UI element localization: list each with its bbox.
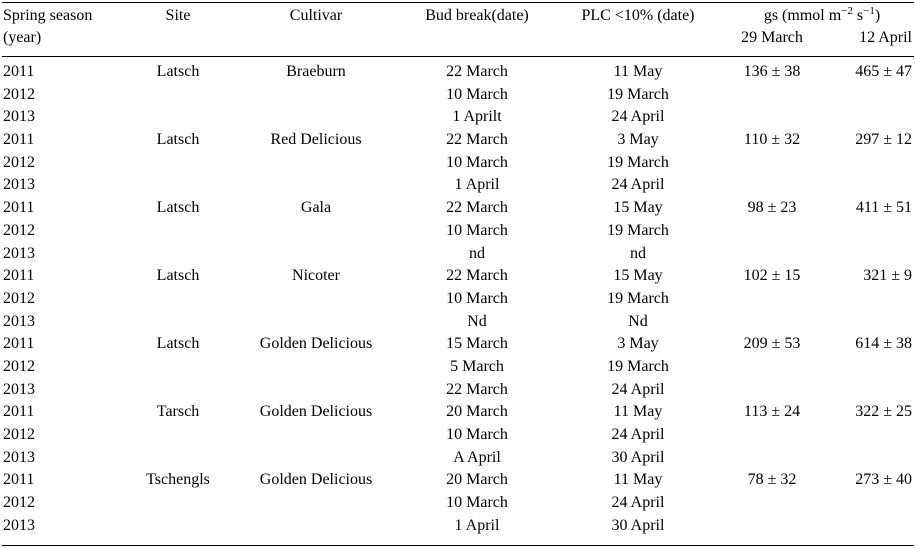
cell-plc: 24 April xyxy=(611,176,665,194)
cell-plc: nd xyxy=(630,244,646,262)
cell-cultivar: Nicoter xyxy=(292,267,340,285)
cell-year: 2013 xyxy=(3,176,35,194)
cell-year: 2011 xyxy=(3,131,35,149)
cell-plc: 3 May xyxy=(617,131,659,149)
cell-gs-29-march: 102 ± 15 xyxy=(743,267,801,285)
cell-year: 2011 xyxy=(3,267,35,285)
cell-plc: 11 May xyxy=(613,403,663,421)
cell-bud-break: 1 Aprilt xyxy=(452,108,502,126)
header-gs-12-april: 12 April xyxy=(859,29,912,46)
cell-plc: 15 May xyxy=(613,199,663,217)
cell-cultivar: Gala xyxy=(300,199,332,217)
cell-year: 2013 xyxy=(3,312,35,330)
cell-bud-break: 22 March xyxy=(446,380,508,398)
table-row xyxy=(0,85,916,108)
cell-bud-break: 10 March xyxy=(446,85,508,103)
cell-gs-29-march: 113 ± 24 xyxy=(743,403,801,421)
cell-year: 2013 xyxy=(3,448,35,466)
table-row xyxy=(0,334,916,357)
cell-bud-break: 22 March xyxy=(446,267,508,285)
cell-site: Tarsch xyxy=(156,403,200,421)
table-row xyxy=(0,62,916,85)
table-row xyxy=(0,221,916,244)
bottom-rule xyxy=(2,545,914,546)
cell-site: Latsch xyxy=(156,131,200,149)
cell-year: 2011 xyxy=(3,199,35,217)
cell-year: 2013 xyxy=(3,108,35,126)
cell-plc: 24 April xyxy=(611,108,665,126)
cell-bud-break: 10 March xyxy=(446,153,508,171)
cell-gs-29-march: 209 ± 53 xyxy=(743,335,801,353)
table-row xyxy=(0,425,916,448)
cell-gs-12-april: 322 ± 25 xyxy=(855,403,912,421)
cell-year: 2011 xyxy=(3,403,35,421)
cell-bud-break: nd xyxy=(469,244,485,262)
cell-plc: 11 May xyxy=(613,471,663,489)
cell-gs-12-april: 411 ± 51 xyxy=(855,199,912,217)
cell-plc: 24 April xyxy=(611,494,665,512)
table-row xyxy=(0,266,916,289)
cell-plc: 3 May xyxy=(617,335,659,353)
cell-year: 2013 xyxy=(3,380,35,398)
cell-gs-12-april: 297 ± 12 xyxy=(855,131,912,149)
cell-bud-break: 22 March xyxy=(446,63,508,80)
cell-bud-break: 10 March xyxy=(446,221,508,239)
cell-bud-break: 10 March xyxy=(446,494,508,512)
cell-year: 2011 xyxy=(3,335,35,353)
header-gs-29-march: 29 March xyxy=(741,29,803,46)
cell-site: Latsch xyxy=(156,267,200,285)
cell-year: 2012 xyxy=(3,357,35,375)
cell-plc: 19 March xyxy=(607,289,669,307)
table-row xyxy=(0,107,916,130)
cell-site: Latsch xyxy=(156,63,200,80)
cell-cultivar: Golden Delicious xyxy=(259,403,373,421)
cell-year: 2012 xyxy=(3,426,35,443)
cell-plc: 30 April xyxy=(611,448,665,466)
cell-plc: Nd xyxy=(628,312,648,330)
cell-year: 2012 xyxy=(3,153,35,171)
table-row xyxy=(0,402,916,425)
cell-cultivar: Red Delicious xyxy=(270,131,362,149)
cell-year: 2011 xyxy=(3,471,35,489)
header-spring-season-year: (year) xyxy=(3,29,42,46)
header-gs: gs (mmol $m^{-2}$ $s^{-1}$) xyxy=(763,5,881,24)
header-plc: PLC <10% (date) xyxy=(581,7,695,24)
cell-plc: 11 May xyxy=(613,63,663,80)
table-row xyxy=(0,312,916,335)
cell-gs-29-march: 136 ± 38 xyxy=(743,63,801,80)
cell-year: 2012 xyxy=(3,85,35,103)
header-site: Site xyxy=(165,7,191,24)
cell-gs-12-april: 321 ± 9 xyxy=(863,267,912,285)
cell-cultivar: Braeburn xyxy=(286,63,346,80)
cell-bud-break: Nd xyxy=(467,312,487,330)
cell-gs-12-april: 465 ± 47 xyxy=(855,63,912,80)
cell-gs-29-march: 78 ± 32 xyxy=(747,471,797,489)
cell-year: 2012 xyxy=(3,494,35,512)
cell-plc: 30 April xyxy=(611,516,665,534)
cell-year: 2012 xyxy=(3,289,35,307)
table-body xyxy=(0,62,916,538)
cell-gs-29-march: 110 ± 32 xyxy=(743,131,801,149)
cell-cultivar: Golden Delicious xyxy=(259,335,373,353)
cell-bud-break: 20 March xyxy=(446,403,508,421)
cell-bud-break: 22 March xyxy=(446,199,508,217)
cell-bud-break: A April xyxy=(453,448,501,466)
cell-plc: 24 April xyxy=(611,426,665,443)
cell-year: 2013 xyxy=(3,244,35,262)
cell-bud-break: 10 March xyxy=(446,426,508,443)
cell-plc: 19 March xyxy=(607,85,669,103)
cell-gs-12-april: 614 ± 38 xyxy=(855,335,912,353)
header-rule xyxy=(2,56,914,57)
table-row xyxy=(0,448,916,471)
cell-plc: 19 March xyxy=(607,153,669,171)
cell-bud-break: 1 April xyxy=(454,176,500,194)
cell-plc: 19 March xyxy=(607,357,669,375)
table-row xyxy=(0,244,916,267)
cell-year: 2012 xyxy=(3,221,35,239)
table-row xyxy=(0,198,916,221)
cell-bud-break: 20 March xyxy=(446,471,508,489)
header-spring-season: Spring season xyxy=(3,7,93,24)
cell-site: Latsch xyxy=(156,199,200,217)
cell-gs-12-april: 273 ± 40 xyxy=(855,471,912,489)
top-rule xyxy=(2,2,914,3)
table-row xyxy=(0,289,916,312)
table-row xyxy=(0,380,916,403)
cell-bud-break: 5 March xyxy=(450,357,504,375)
cell-cultivar: Golden Delicious xyxy=(259,471,373,489)
header-cultivar: Cultivar xyxy=(289,7,343,24)
table-row xyxy=(0,175,916,198)
table-row xyxy=(0,130,916,153)
cell-plc: 24 April xyxy=(611,380,665,398)
table-row xyxy=(0,153,916,176)
cell-bud-break: 15 March xyxy=(446,335,508,353)
cell-gs-29-march: 98 ± 23 xyxy=(747,199,797,217)
cell-bud-break: 1 April xyxy=(454,516,500,534)
table-row xyxy=(0,516,916,539)
table-row xyxy=(0,493,916,516)
cell-bud-break: 10 March xyxy=(446,289,508,307)
table-row xyxy=(0,357,916,380)
cell-bud-break: 22 March xyxy=(446,131,508,149)
cell-site: Tschengls xyxy=(146,471,210,489)
cell-plc: 19 March xyxy=(607,221,669,239)
table-row xyxy=(0,470,916,493)
cell-site: Latsch xyxy=(156,335,200,353)
cell-year: 2011 xyxy=(3,63,35,80)
cell-plc: 15 May xyxy=(613,267,663,285)
header-bud-break: Bud break(date) xyxy=(425,7,529,24)
cell-year: 2013 xyxy=(3,516,35,534)
